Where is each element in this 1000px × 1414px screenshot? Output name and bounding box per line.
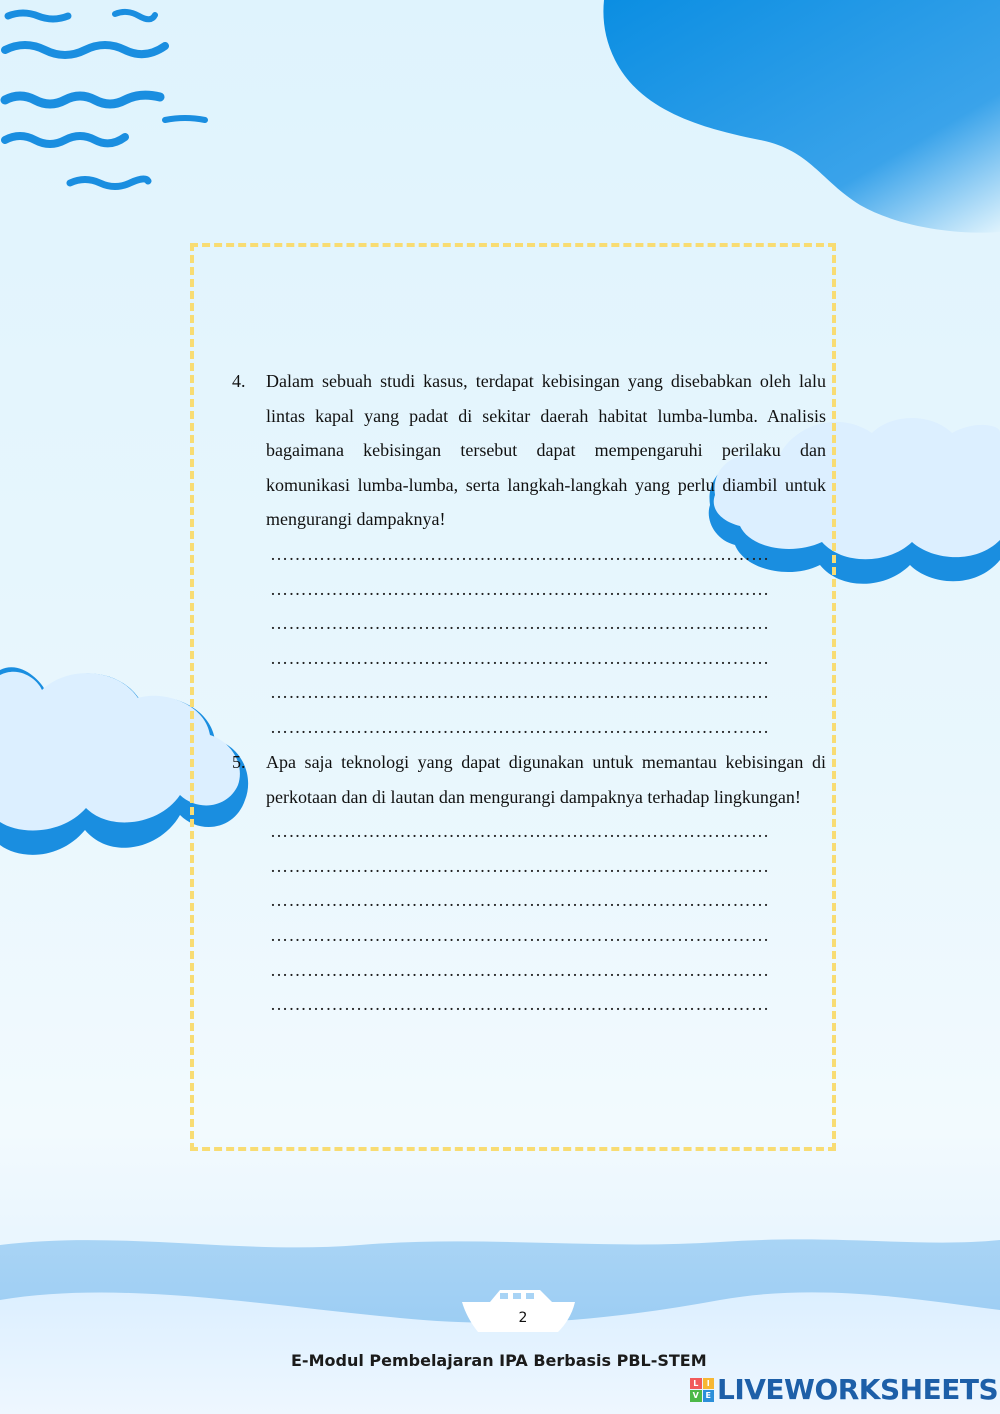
answer-line[interactable]: ……………………………………………………………………… bbox=[270, 543, 770, 564]
top-right-blob bbox=[603, 0, 1000, 233]
answer-line[interactable]: ……………………………………………………………………… bbox=[270, 578, 770, 599]
answer-line[interactable]: ……………………………………………………………………… bbox=[270, 613, 770, 634]
logo-letter: L bbox=[690, 1378, 702, 1390]
footer-title: E-Modul Pembelajaran IPA Berbasis PBL-STEM bbox=[291, 1351, 707, 1370]
question-number: 5. bbox=[232, 752, 246, 772]
question-4 bbox=[232, 364, 826, 745]
logo-letter: V bbox=[690, 1390, 702, 1402]
answer-line[interactable]: ……………………………………………………………………… bbox=[270, 716, 770, 737]
liveworksheets-brand[interactable] bbox=[690, 1373, 998, 1406]
answer-line[interactable]: ……………………………………………………………………… bbox=[270, 890, 770, 911]
answer-line[interactable]: ……………………………………………………………………… bbox=[270, 682, 770, 703]
question-5 bbox=[232, 745, 826, 1022]
question-text: Dalam sebuah studi kasus, terdapat kebisingan yang disebabkan oleh lalu lintas kapal yang padat di sekitar daerah habitat lumba-lumba. Analisis bagaimana kebisingan tersebut dapat mempengaruhi perilaku dan komunikasi lumba-lumba, serta langkah-langkah yang perlu diambil untuk mengurangi dampaknya! bbox=[266, 371, 826, 530]
answer-lines bbox=[232, 814, 826, 1022]
liveworksheets-logo-icon bbox=[690, 1378, 714, 1402]
answer-line[interactable]: ……………………………………………………………………… bbox=[270, 994, 770, 1015]
brand-name: LIVEWORKSHEETS bbox=[717, 1373, 999, 1406]
question-number: 4. bbox=[232, 371, 246, 391]
page-number: 2 bbox=[518, 1310, 528, 1326]
answer-lines bbox=[232, 537, 826, 745]
answer-line[interactable]: ……………………………………………………………………… bbox=[270, 855, 770, 876]
wave-strokes bbox=[5, 12, 205, 187]
logo-letter: E bbox=[703, 1390, 715, 1402]
answer-line[interactable]: ……………………………………………………………………… bbox=[270, 821, 770, 842]
logo-letter: I bbox=[703, 1378, 715, 1390]
question-text: Apa saja teknologi yang dapat digunakan untuk memantau kebisingan di perkotaan dan di lautan dan mengurangi dampaknya terhadap lingkungan! bbox=[266, 752, 826, 807]
answer-line[interactable]: ……………………………………………………………………… bbox=[270, 647, 770, 668]
answer-line[interactable]: ……………………………………………………………………… bbox=[270, 924, 770, 945]
answer-line[interactable]: ……………………………………………………………………… bbox=[270, 959, 770, 980]
